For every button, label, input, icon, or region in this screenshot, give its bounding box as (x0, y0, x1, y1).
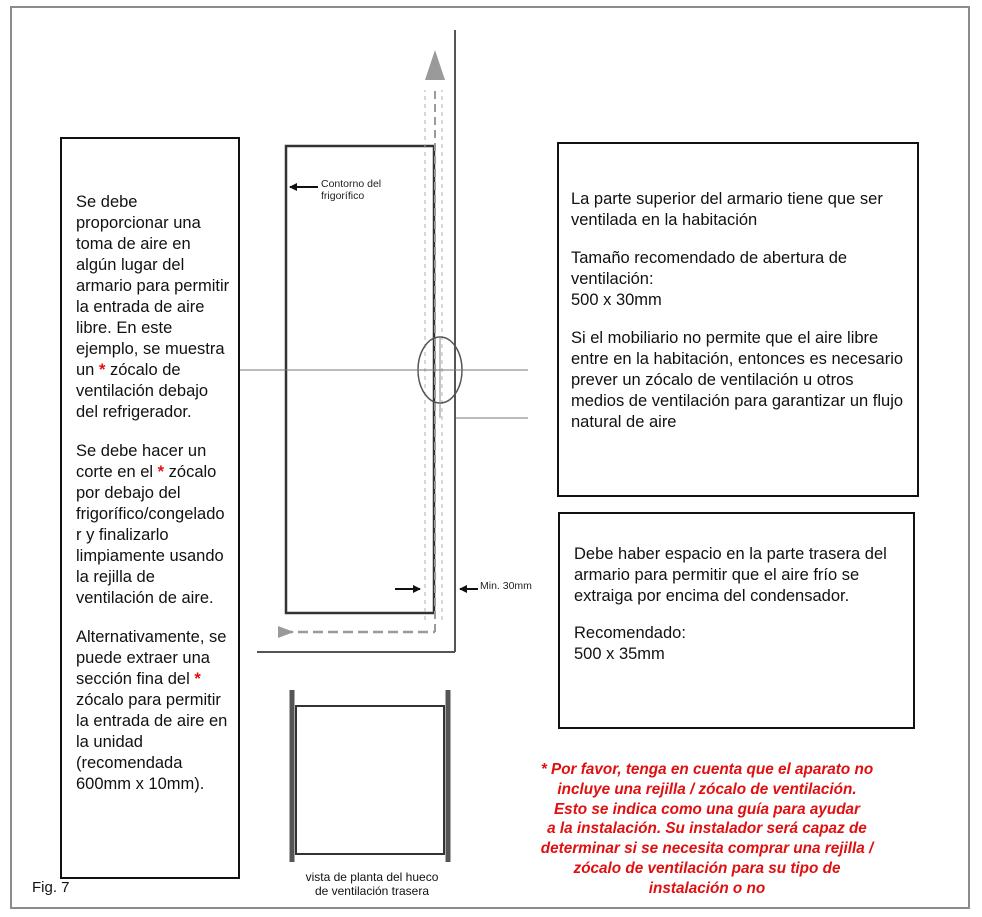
airflow-path (278, 50, 445, 638)
min-gap-label: Min. 30mm (480, 580, 532, 592)
plan-view (292, 690, 448, 862)
asterisk-mark: * (157, 463, 165, 481)
asterisk-mark: * (98, 361, 106, 379)
fridge-outline-label-line1: Contorno del (321, 178, 382, 190)
left-info-box (60, 137, 240, 879)
plan-view-caption: vista de planta del hueco de ventilación trasera (305, 870, 439, 898)
top-ventilation-box (557, 142, 919, 497)
airflow-up-arrow (425, 50, 445, 80)
figure-label: Fig. 7 (32, 879, 70, 896)
airflow-in-arrow (278, 626, 294, 638)
fridge-outline-label (321, 178, 381, 202)
top-vent-paragraph-2: Tamaño recomendado de abertura de ventilación: 500 x 30mm (571, 249, 848, 309)
rear-clearance-paragraph-1: Debe haber espacio en la parte trasera del armario para permitir que el aire frío se extraiga por encima del condensador. (574, 545, 887, 605)
rear-clearance-box (558, 512, 915, 729)
rear-clearance-paragraph-2: Recomendado: 500 x 35mm (574, 624, 686, 663)
left-paragraph-2: Se debe hacer un corte en el * zócalo por debajo del frigorífico/congelado r y finalizarlo limpiamente usando la rejilla de ventilación de aire. (76, 442, 225, 607)
top-vent-paragraph-1: La parte superior del armario tiene que ser ventilada en la habitación (571, 190, 883, 229)
top-vent-paragraph-3: Si el mobiliario no permite que el aire libre entre en la habitación, entonces es necesario prever un zócalo de ventilación u otros medios de ventilación para garantizar un flujo natural de aire (571, 329, 904, 431)
fridge-outline-label-line2: frigorífico (321, 190, 365, 202)
asterisk-mark: * (194, 670, 201, 688)
left-paragraph-1: Se debe proporcionar una toma de aire en algún lugar del armario para permitir la entrada de aire libre. En este ejemplo, se muestra un * zócalo de ventilación debajo del refrigerador. (76, 193, 230, 421)
fridge-outline (286, 146, 434, 613)
left-paragraph-3: Alternativamente, se puede extraer una sección fina del * zócalo para permitir la entrada de aire en la unidad (recomendada 600mm x 10mm). (76, 628, 228, 793)
disclaimer-note: * Por favor, tenga en cuenta que el aparato no incluye una rejilla / zócalo de ventilación. Esto se indica como una guía para ayudar a la instalación. Su instalador será capaz de determinar si se necesita comprar una rejilla / zócalo de ventilación para su tipo de instalación o no (540, 761, 874, 897)
